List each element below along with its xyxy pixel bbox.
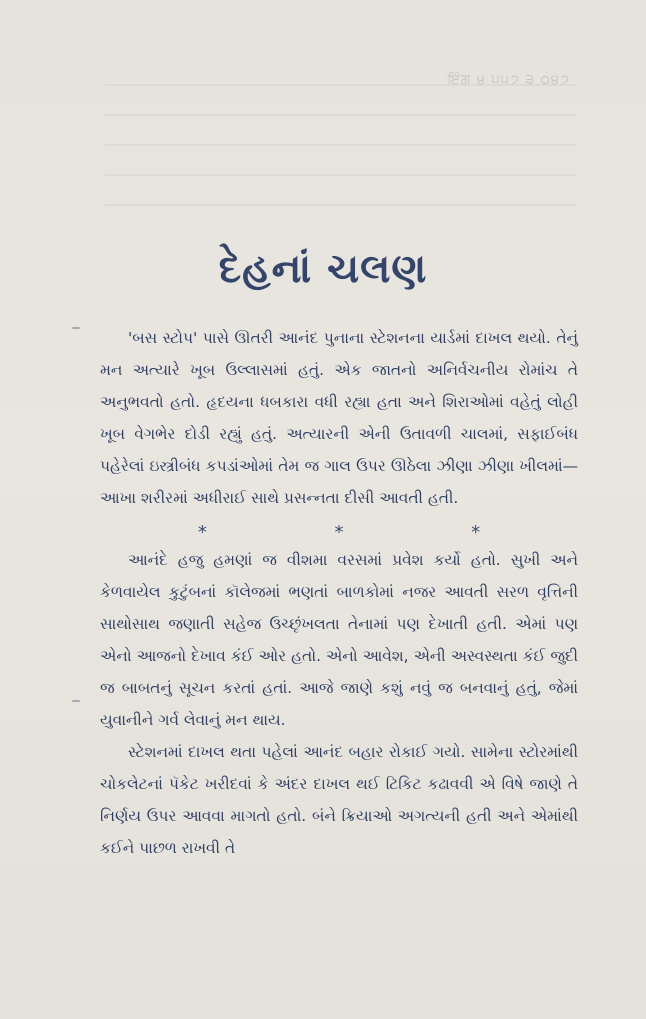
separator-star: * [197,522,207,543]
section-separator [100,514,578,544]
paragraph-1: 'બસ સ્ટોપ' પાસે ઊતરી આનંદ પુનાના સ્ટેશનના યાર્ડમાં દાખલ થયો. તેનું મન અત્યારે ખૂબ ઉલ્લાસમાં હતું. એક જાતનો અનિર્વચનીય રોમાંચ તે અનુભવતો હતો. હૃદયના ધબકારા વધી રહ્યા હતા અને શિરાઓમાં વહેતું લોહી ખૂબ વેગભેર દોડી રહ્યું હતું. અત્યારની એની ઉતાવળી ચાલમાં, સફાઈબંધ પહેરેલાં ઇસ્ત્રીબંધ કપડાંઓમાં તેમ જ ગાલ ઉપર ઊઠેલા ઝીણા ઝીણા ખીલમાં—આખા શરીરમાં અધીરાઈ સાથે પ્રસન્નતા દીસી આવતી હતી. [100,329,578,507]
separator-star: * [471,522,481,543]
chapter-title: દેહનાં ચલણ [218,246,428,292]
separator-star: * [334,522,344,543]
chapter-body [100,322,578,864]
margin-mark [72,327,80,329]
show-through-text [105,70,576,220]
margin-mark [72,700,80,702]
paragraph-2: આનંદે હજુ હમણાં જ વીશમા વરસમાં પ્રવેશ કર્યો હતો. સુખી અને કેળવાયેલ કુટુંબનાં કૉલેજમાં ભણતાં બાળકોમાં નજર આવતી સરળ વૃત્તિની સાથોસાથ જણાતી સહેજ ઉચ્છૃંખલતા તેનામાં પણ દેખાતી હતી. એમાં પણ એનો આજનો દેખાવ કંઈ ઓર હતો. એનો આવેશ, એની અસ્વસ્થતા કંઈ જુદી જ બાબતનું સૂચન કરતાં હતાં. આજે જાણે કશું નવું જ બનવાનું હતું, જેમાં યુવાનીને ગર્વ લેવાનું મન થાય. [100,551,578,729]
page-reference: ਇੰਗ ੪ ੫੫੭ ੩ ੦੪੭ [447,72,570,88]
paragraph-3: સ્ટેશનમાં દાખલ થતા પહેલાં આનંદ બહાર રોકાઈ ગયો. સામેના સ્ટોરમાંથી ચોકલેટનાં પૅકેટ ખરીદવાં કે અંદર દાખલ થઈ ટિકિટ કઢાવવી એ વિષે જાણે તે નિર્ણય ઉપર આવવા માગતો હતો. બંને ક્રિયાઓ અગત્યની હતી અને એમાંથી કઈને પાછળ રાખવી તે [100,743,578,857]
